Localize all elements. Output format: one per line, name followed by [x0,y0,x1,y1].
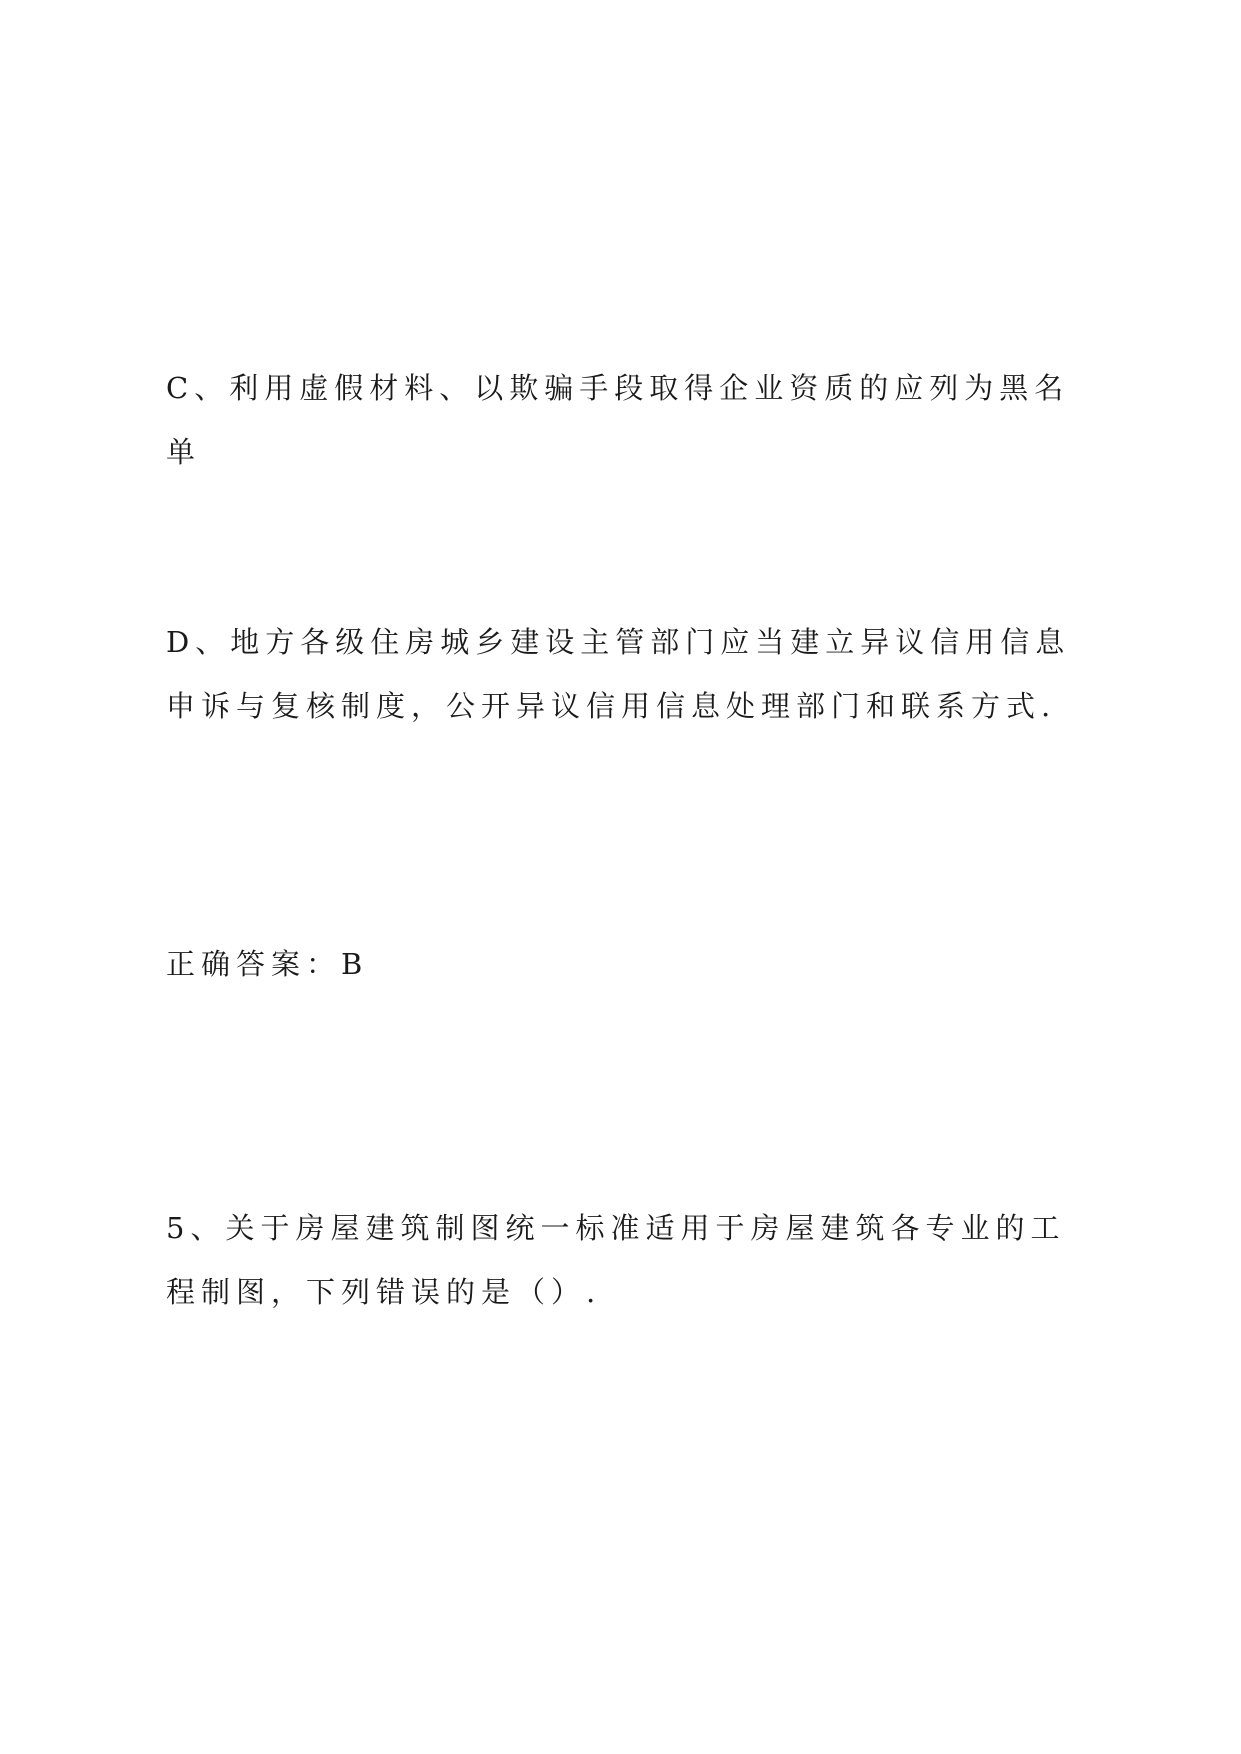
question-5-text: 5、关于房屋建筑制图统一标准适用于房屋建筑各专业的工程制图，下列错误的是（）. [166,1211,1066,1309]
option-c-text: C、利用虚假材料、以欺骗手段取得企业资质的应列为黑名单 [166,371,1070,469]
option-d-text: D、地方各级住房城乡建设主管部门应当建立异议信用信息申诉与复核制度，公开异议信用信息处理部门和联系方式. [166,625,1071,723]
correct-answer-text: 正确答案：B [166,947,369,981]
